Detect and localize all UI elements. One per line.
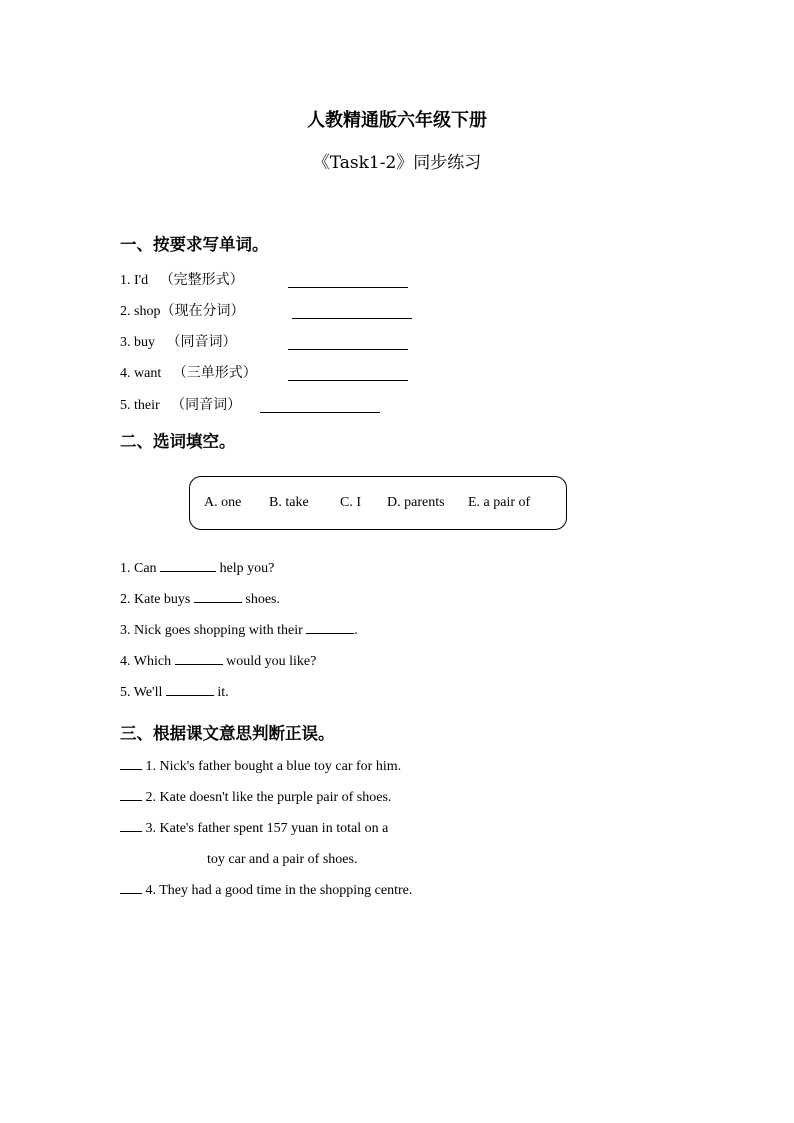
section1-heading: 一、按要求写单词。 [120,235,269,254]
item-text: 3. Kate's father spent 157 yuan in total on a [145,821,389,836]
list-item [120,654,316,670]
option-d: D. parents [387,495,445,510]
page-title: 人教精通版六年级下册 [307,110,487,131]
answer-blank[interactable] [166,694,214,696]
item-before: 3. Nick goes shopping with their [120,623,303,638]
section2-heading: 二、选词填空。 [120,432,236,451]
option-a: A. one [204,495,242,510]
item-word: 4. want [120,366,162,381]
list-item [120,561,274,577]
answer-blank[interactable] [175,663,223,665]
item-text: 4. They had a good time in the shopping centre. [145,883,413,898]
answer-blank[interactable] [194,601,242,603]
item-before: 5. We'll [120,685,163,700]
item-hint: （同音词） [171,397,242,413]
list-item [120,362,257,382]
answer-blank[interactable] [288,348,408,350]
list-item [120,269,244,289]
item-word: 3. buy [120,335,155,350]
list-item [120,759,401,775]
option-e: E. a pair of [468,495,531,510]
item-hint: （三单形式） [172,365,257,381]
item-hint: （现在分词） [160,303,245,319]
answer-blank[interactable] [260,411,380,413]
list-item [120,821,388,837]
answer-blank[interactable] [120,768,142,770]
list-item [120,685,229,701]
list-item [120,300,244,320]
item-word: 5. their [120,398,160,413]
list-item [120,592,280,608]
item-after: would you like? [226,654,317,669]
item-after: help you? [219,561,275,576]
list-item [120,883,412,899]
item-after: shoes. [245,592,281,607]
answer-blank[interactable] [160,570,216,572]
item-after: it. [217,685,229,700]
item-hint: （同音词） [166,334,237,350]
answer-blank[interactable] [288,286,408,288]
answer-blank[interactable] [120,799,142,801]
option-c: C. I [340,495,361,510]
item-before: 2. Kate buys [120,592,191,607]
answer-blank[interactable] [288,379,408,381]
list-item [120,394,241,414]
answer-blank[interactable] [306,632,354,634]
answer-blank[interactable] [292,317,412,319]
answer-blank[interactable] [120,892,142,894]
item-after: . [354,623,358,638]
item-text: 2. Kate doesn't like the purple pair of shoes. [145,790,392,805]
item-before: 4. Which [120,654,172,669]
option-b: B. take [269,495,309,510]
list-item [120,790,391,806]
word-bank-box [189,476,567,530]
section3-heading: 三、根据课文意思判断正误。 [120,724,335,743]
list-item [120,331,237,351]
page-subtitle: 《Task1-2》同步练习 [312,153,482,173]
item-word: 2. shop [120,304,161,319]
item-word: 1. I'd [120,273,149,288]
item-text: 1. Nick's father bought a blue toy car for him. [145,759,402,774]
item-before: 1. Can [120,561,157,576]
list-item [120,623,358,639]
item-continuation: toy car and a pair of shoes. [207,852,358,867]
answer-blank[interactable] [120,830,142,832]
item-hint: （完整形式） [159,272,244,288]
